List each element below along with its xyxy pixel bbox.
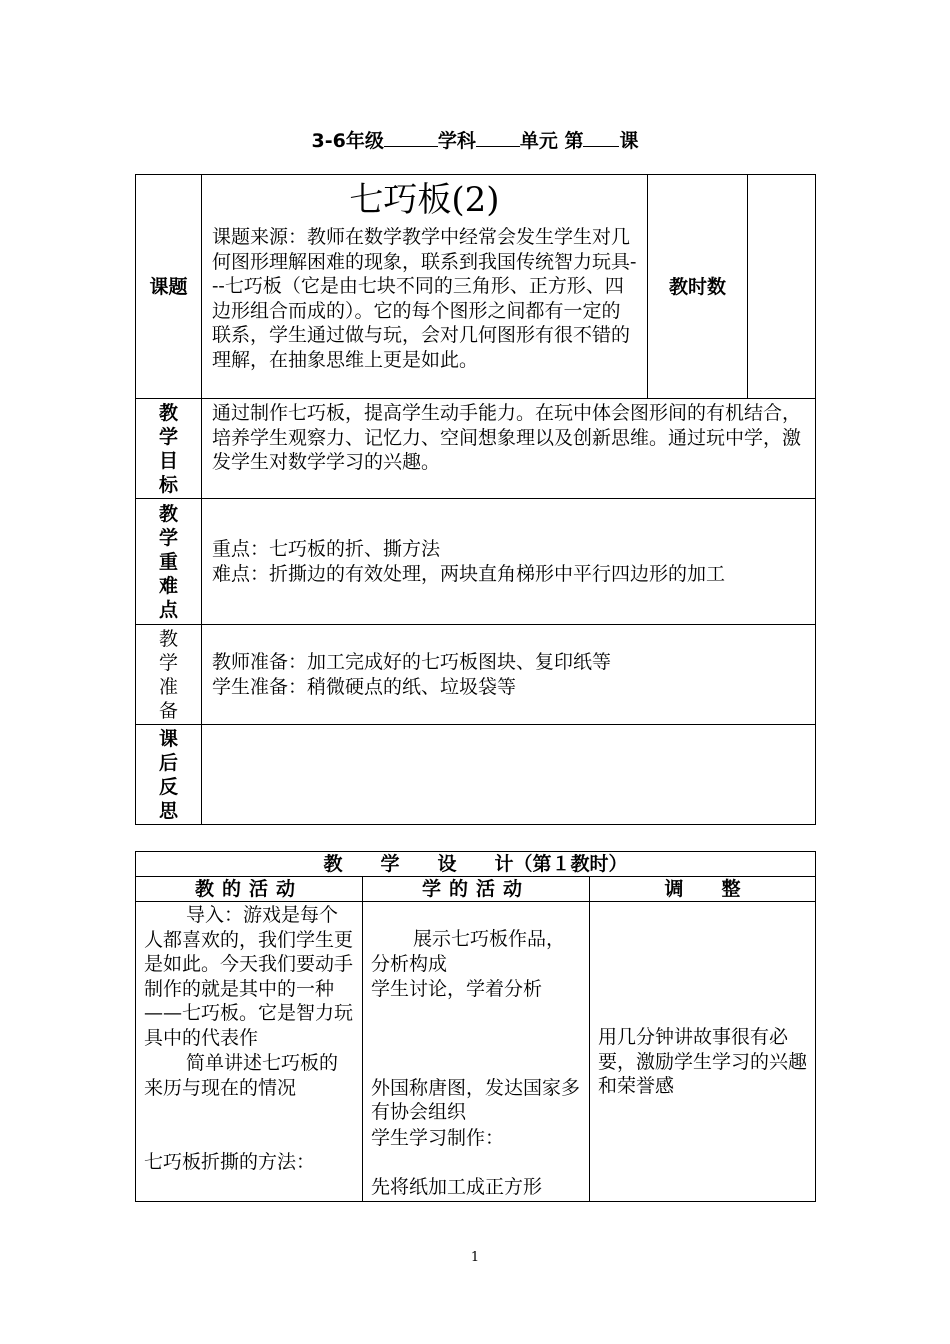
topic-label: 课题 [136,175,202,399]
subject-text: 学科 [437,130,476,152]
student-show: 展示七巧板作品，分析构成 [371,928,566,975]
student-discuss: 学生讨论，学着分析 [371,978,543,1000]
adjust-header: 调整 [590,877,816,902]
student-prep: 学生准备：稍微硬点的纸、垃圾袋等 [212,675,517,698]
teacher-intro: 导入：游戏是每个人都喜欢的，我们学生更是如此。今天我们要动手制作的就是其中的一种——七巧板。它是智力玩具中的代表作 [144,904,354,1049]
page-number: 1 [470,1250,480,1265]
lesson-source: 课题来源：教师在数学教学中经常会发生学生对几何图形理解困难的现象，联系到我国传统智力玩具---七巧板（它是由七块不同的三角形、正方形、四边形组合而成的）。它的每个图形之间都有一定的联系，学生通过做与玩，会对几何图形有很不错的理解，在抽象思维上更是如此。 [212,226,637,371]
blank-unit [476,128,520,147]
student-tangram-history: 外国称唐图，发达国家多有协会组织 [371,1076,581,1123]
prep-label: 教学准备 [158,627,178,722]
teacher-activity-header: 教的活动 [136,877,363,902]
teacher-prep: 教师准备：加工完成好的七巧板图块、复印纸等 [212,651,612,673]
hours-value [748,175,816,399]
teacher-activity-cell [136,902,363,1202]
lesson-text: 课 [619,130,639,152]
goal-text: 通过制作七巧板，提高学生动手能力。在玩中体会图形间的有机结合，培养学生观察力、记忆力、空间想象理以及创新思维。通过玩中学，激发学生对数学学习的兴趣。 [212,402,802,473]
teacher-history: 简单讲述七巧板的来历与现在的情况 [144,1052,339,1099]
adjust-text: 用几分钟讲故事很有必要，激励学生学习的兴趣和荣誉感 [598,1026,808,1097]
key-point: 重点：七巧板的折、撕方法 [212,538,441,560]
grade-text: 3-6年级 [311,130,384,152]
adjust-cell [590,902,816,1202]
student-make: 学生学习制作： [371,1126,505,1149]
reflect-cell [202,725,816,825]
student-square: 先将纸加工成正方形 [371,1176,543,1198]
blank-subject [384,128,438,147]
unit-text: 单元 第 [519,130,584,152]
teacher-method: 七巧板折撕的方法： [144,1151,316,1173]
lesson-info-table [135,174,816,825]
student-activity-header: 学的活动 [363,877,590,902]
key-label: 教学重难点 [158,502,178,621]
goal-label: 教学目标 [158,401,178,496]
design-title: 教 学 设 计（第１教时） [136,852,816,877]
topic-cell [202,175,648,399]
difficult-point: 难点：折撕边的有效处理，两块直角梯形中平行四边形的加工 [212,562,726,585]
document-header [0,126,950,153]
lesson-title: 七巧板(2) [349,180,500,220]
blank-lesson [583,128,619,147]
teaching-design-table [135,851,816,1202]
student-activity-cell [363,902,590,1202]
hours-label: 教时数 [648,175,748,399]
reflect-label: 课后反思 [158,727,178,822]
